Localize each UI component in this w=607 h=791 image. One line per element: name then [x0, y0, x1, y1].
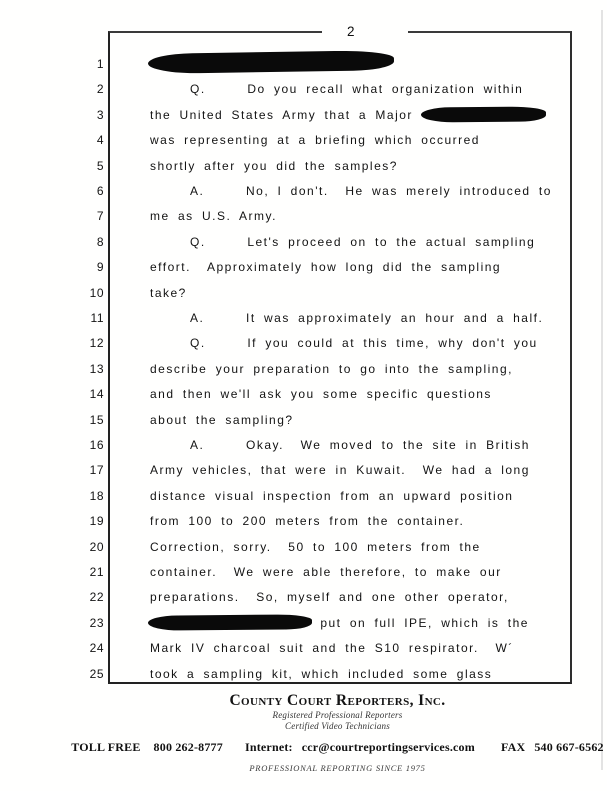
line-content	[150, 281, 187, 306]
line-text: me as U.S. Army.	[150, 209, 277, 224]
transcript-line	[0, 636, 607, 661]
transcript-line	[0, 382, 607, 407]
transcript-line	[0, 357, 607, 382]
transcript-line	[0, 154, 607, 179]
line-number: 3	[96, 107, 104, 122]
line-text: the United States Army that a Major	[150, 107, 422, 122]
line-content	[150, 103, 546, 128]
transcript-line	[0, 204, 607, 229]
line-text: A. Okay. We moved to the site in British	[190, 438, 530, 452]
line-content	[150, 484, 513, 509]
line-content	[190, 331, 538, 356]
line-text: effort. Approximately how long did the sampling	[150, 260, 502, 275]
transcript-line	[0, 509, 607, 534]
line-content	[148, 611, 529, 636]
redaction-bar	[421, 106, 546, 122]
line-content	[190, 179, 552, 204]
transcript-line	[0, 52, 607, 77]
transcript-line	[0, 230, 607, 255]
line-text: take?	[150, 285, 187, 300]
transcript-line	[0, 128, 607, 153]
line-number: 19	[89, 514, 104, 529]
line-text: Q. Let's proceed on to the actual sampling	[190, 234, 536, 249]
line-content	[150, 408, 294, 433]
footer-contact-line	[34, 740, 607, 755]
footer-subtitle-registered-reporters: Registered Professional Reporters	[272, 710, 403, 720]
transcript-line	[0, 281, 607, 306]
line-content	[150, 585, 509, 610]
line-text: Mark IV charcoal suit and the S10 respirator. W´	[150, 641, 514, 656]
line-text: Correction, sorry. 50 to 100 meters from the	[150, 539, 481, 554]
transcript-line	[0, 560, 607, 585]
line-content	[150, 204, 277, 229]
line-content	[150, 458, 530, 483]
line-number: 14	[89, 387, 104, 402]
internet-email: ccr@courtreportingservices.com	[301, 740, 475, 754]
line-text: container. We were able therefore, to make our	[150, 565, 502, 579]
transcript-line	[0, 662, 607, 687]
line-text: distance visual inspection from an upward position	[150, 488, 514, 503]
redaction-bar	[148, 50, 394, 74]
line-content	[150, 128, 480, 153]
line-number: 21	[89, 565, 104, 579]
transcript-line	[0, 458, 607, 483]
line-number: 7	[96, 209, 104, 224]
line-content	[150, 357, 513, 382]
line-number: 2	[96, 82, 104, 97]
line-number: 17	[89, 463, 104, 478]
transcript-line	[0, 484, 607, 509]
line-content	[150, 662, 492, 687]
internet-label: Internet:	[244, 740, 293, 754]
footer-company-name: County Court Reporters, Inc.	[229, 692, 446, 709]
line-number: 23	[89, 615, 104, 630]
transcript-line	[0, 255, 607, 280]
line-text: and then we'll ask you some specific questions	[150, 387, 492, 402]
line-text: shortly after you did the samples?	[150, 158, 398, 173]
fax-label: FAX	[500, 740, 526, 754]
line-content	[190, 306, 543, 331]
line-number: 15	[89, 412, 104, 427]
redaction-bar	[148, 614, 312, 630]
footer-tagline: PROFESSIONAL REPORTING SINCE 1975	[249, 763, 426, 773]
line-number: 4	[96, 133, 104, 148]
line-number: 16	[89, 438, 104, 452]
transcript-line	[0, 408, 607, 433]
toll-free-number: 800 262-8777	[153, 740, 223, 754]
line-number: 11	[90, 311, 104, 325]
line-number: 25	[89, 666, 104, 681]
line-text: Q. If you could at this time, why don't you	[190, 336, 538, 351]
line-text: describe your preparation to go into the sampling,	[150, 361, 513, 376]
line-text: put on full IPE, which is the	[312, 615, 529, 630]
line-number: 20	[89, 539, 104, 554]
line-text: about the sampling?	[150, 412, 294, 427]
line-content	[150, 154, 398, 179]
line-text: Q. Do you recall what organization within	[190, 82, 524, 97]
line-content	[190, 433, 530, 458]
footer-subtitle-video-technicians: Certified Video Technicians	[285, 720, 390, 731]
line-content	[150, 560, 502, 585]
transcript-line	[0, 103, 607, 128]
transcript-line	[0, 77, 607, 102]
line-text: A. No, I don't. He was merely introduced to	[190, 184, 552, 198]
reporter-letterhead	[34, 692, 607, 773]
line-number: 22	[89, 590, 104, 605]
line-number: 1	[96, 57, 104, 71]
line-number: 5	[96, 158, 104, 173]
line-content	[150, 382, 492, 407]
line-text: A. It was approximately an hour and a half.	[190, 311, 544, 325]
line-content	[148, 52, 394, 77]
line-text: Army vehicles, that were in Kuwait. We had a long	[150, 463, 530, 478]
fax-number: 540 667-6562	[534, 740, 604, 754]
line-content	[190, 230, 535, 255]
transcript-line	[0, 433, 607, 458]
line-number: 9	[96, 260, 104, 275]
line-content	[150, 535, 481, 560]
line-number: 8	[96, 234, 104, 249]
line-text: took a sampling kit, which included some glass	[150, 666, 493, 681]
transcript-line	[0, 585, 607, 610]
line-text: preparations. So, myself and one other operator,	[150, 590, 509, 605]
transcript-line	[0, 306, 607, 331]
line-number: 12	[89, 336, 104, 351]
page-number: 2	[322, 21, 408, 42]
line-number: 13	[89, 361, 104, 376]
line-content	[150, 255, 501, 280]
transcript-line	[0, 611, 607, 636]
line-number: 18	[89, 488, 104, 503]
line-text: from 100 to 200 meters from the container.	[150, 514, 465, 529]
line-content	[150, 636, 514, 661]
line-number: 6	[96, 184, 104, 198]
transcript-line	[0, 331, 607, 356]
toll-free-label: TOLL FREE	[71, 740, 141, 754]
line-text: was representing at a briefing which occurred	[150, 133, 480, 148]
line-content	[190, 77, 523, 102]
line-number: 24	[89, 641, 104, 656]
line-number: 10	[89, 285, 104, 300]
transcript-line	[0, 179, 607, 204]
line-content	[150, 509, 464, 534]
transcript-line	[0, 535, 607, 560]
